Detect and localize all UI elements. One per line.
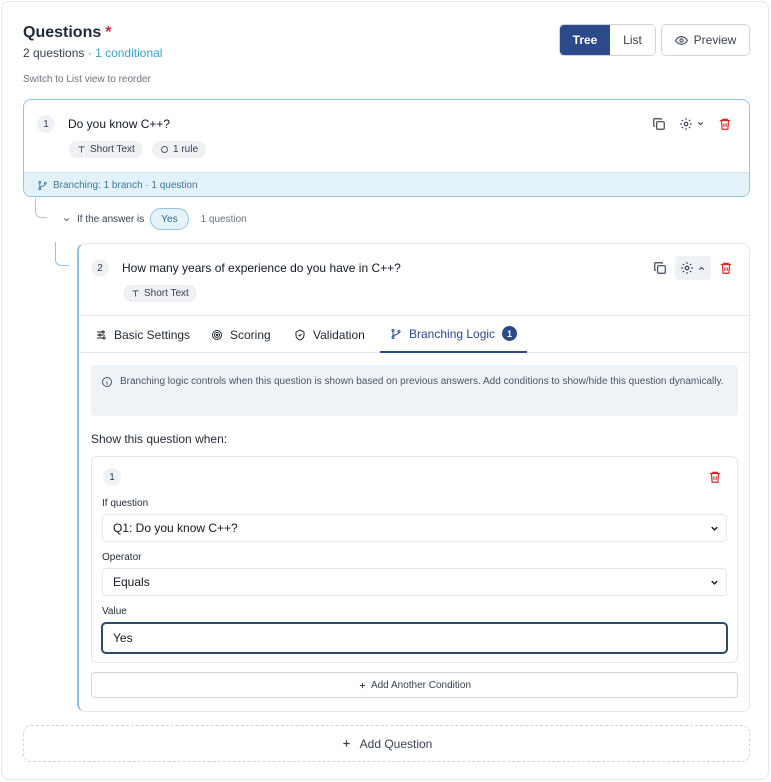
tab-branching-logic[interactable]: Branching Logic 1 xyxy=(380,316,527,353)
branch-icon xyxy=(37,180,48,191)
condition-card xyxy=(91,456,738,663)
questions-summary: 2 questions · 1 conditional xyxy=(23,46,163,60)
page-title: Questions * xyxy=(23,24,112,41)
text-type-icon xyxy=(77,145,86,154)
show-when-heading: Show this question when: xyxy=(91,432,228,446)
required-mark: * xyxy=(105,24,112,41)
operator-label: Operator xyxy=(102,552,142,563)
list-view-button[interactable]: List xyxy=(610,25,655,55)
shield-icon xyxy=(294,329,306,341)
add-question-button[interactable]: Add Question xyxy=(23,725,750,762)
target-icon xyxy=(211,329,223,341)
text-type-icon xyxy=(131,289,140,298)
gear-icon xyxy=(680,261,694,275)
condition-number: 1 xyxy=(103,468,121,486)
add-condition-button[interactable]: Add Another Condition xyxy=(91,672,738,698)
copy-icon[interactable] xyxy=(653,261,667,275)
trash-icon[interactable] xyxy=(719,261,733,275)
info-icon xyxy=(101,376,113,388)
branching-summary-bar[interactable]: Branching: 1 branch · 1 question xyxy=(24,172,750,197)
question-number: 2 xyxy=(91,259,109,277)
chevron-down-icon[interactable] xyxy=(62,215,71,224)
question-card-1[interactable] xyxy=(23,99,750,197)
chevron-up-icon xyxy=(697,264,706,273)
rule-chip: 1 rule xyxy=(152,141,206,158)
branch-icon xyxy=(390,328,402,340)
question-settings-tabs xyxy=(79,315,750,353)
tab-basic-settings[interactable]: Basic Settings xyxy=(95,316,190,353)
plus-icon xyxy=(341,738,352,749)
tab-validation[interactable]: Validation xyxy=(294,316,365,353)
reorder-hint: Switch to List view to reorder xyxy=(23,74,151,85)
question-type-chip: Short Text xyxy=(69,141,143,158)
tree-view-button[interactable]: Tree xyxy=(560,25,610,55)
settings-toggle[interactable] xyxy=(675,256,711,280)
conditional-count: 1 conditional xyxy=(95,46,163,60)
question-card-2[interactable] xyxy=(77,243,750,712)
eye-icon xyxy=(675,34,688,47)
view-toggle xyxy=(559,24,656,56)
trash-icon[interactable] xyxy=(718,117,732,131)
tab-scoring[interactable]: Scoring xyxy=(211,316,271,353)
branch-condition-row[interactable] xyxy=(62,208,247,230)
operator-select[interactable]: Equals xyxy=(102,568,727,596)
chevron-down-icon[interactable] xyxy=(696,119,705,128)
branch-answer-pill: Yes xyxy=(150,208,188,230)
question-text: Do you know C++? xyxy=(68,117,171,131)
tree-connector xyxy=(55,242,69,266)
preview-button[interactable]: Preview xyxy=(661,24,750,56)
if-question-select[interactable]: Q1: Do you know C++? xyxy=(102,514,727,542)
plus-icon xyxy=(358,681,367,690)
gear-icon[interactable] xyxy=(679,117,693,131)
if-question-label: If question xyxy=(102,498,149,509)
chevron-down-icon xyxy=(709,577,720,588)
question-type-chip: Short Text xyxy=(123,285,197,302)
question-number: 1 xyxy=(37,115,55,133)
branch-question-count: 1 question xyxy=(200,213,247,225)
questions-panel xyxy=(1,1,769,780)
trash-icon[interactable] xyxy=(708,470,722,484)
branching-count-badge: 1 xyxy=(502,326,517,341)
value-label: Value xyxy=(102,606,127,617)
sliders-icon xyxy=(95,329,107,341)
chevron-down-icon xyxy=(709,523,720,534)
value-input[interactable]: Yes xyxy=(101,622,728,654)
tree-connector xyxy=(35,198,47,218)
branch-if-label: If the answer is xyxy=(77,213,145,225)
copy-icon[interactable] xyxy=(652,117,666,131)
question-text: How many years of experience do you have in C++? xyxy=(122,261,401,275)
rule-icon xyxy=(160,145,169,154)
branching-info-banner: Branching logic controls when this question is shown based on previous answers. Add conditions to show/hide this question dynamically. xyxy=(91,365,738,416)
